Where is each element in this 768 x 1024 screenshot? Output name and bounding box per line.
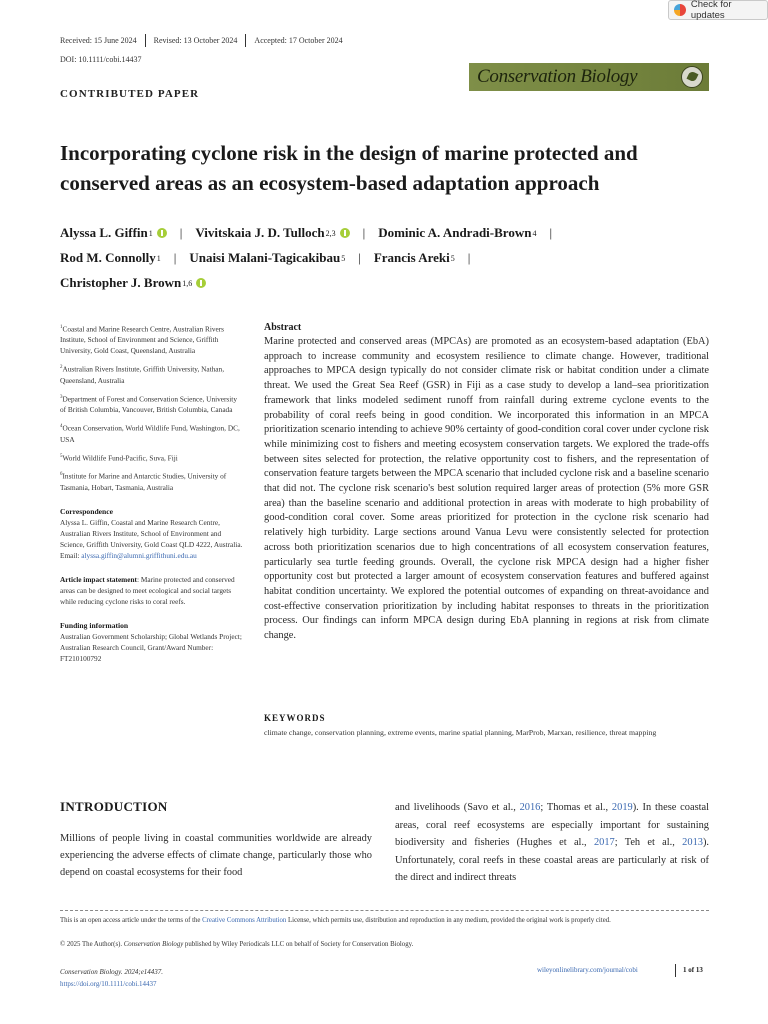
accepted-date: Accepted: 17 October 2024	[254, 36, 343, 45]
keywords-heading: KEYWORDS	[264, 713, 326, 723]
author-line	[60, 225, 565, 241]
text-run: License, which permits use, distribution and reproduction in any medium, provided the original work is properly cited.	[286, 917, 611, 924]
text-run: © 2025 The Author(s).	[60, 941, 124, 948]
page-divider	[675, 964, 676, 977]
text-run: ). Unfortunately, coral reefs in these coastal areas are particularly at risk of the direct and indirect threats	[395, 837, 710, 884]
revised-date: Revised: 13 October 2024	[153, 36, 238, 45]
affiliation-number: 6	[60, 472, 63, 478]
author-separator: |	[173, 250, 177, 265]
author-affiliation: 5	[341, 253, 346, 263]
affiliation-text: Coastal and Marine Research Centre, Australian Rivers Institute, School of Environment and Science, Griffith University, Gold Coast, Queensland, Australia	[60, 324, 224, 356]
author-name[interactable]: Francis Areki	[373, 250, 450, 265]
author-affiliation: 4	[532, 228, 537, 238]
correspondence-heading: Correspondence	[60, 506, 114, 516]
abstract-text: Marine protected and conserved areas (MPCAs) are promoted as an ecosystem-based adaptation (EbA) approach to increase community and ecosystem resilience to climate change. However, traditional approaches to MPCA design typically do not consider climate risk or habitat condition under a climate threat. We used the Great Sea Reef (GSR) in Fiji as a case study to develop a land–sea prioritization framework that links modeled sediment runoff from rainfall during extreme cyclone events to the probability of coral reefs being in good condition. We incorporated this information in an MPCA prioritization scenario intending to achieve 90% certainty of good-condition coral cover under cyclone risk while minimizing cost to fishers and meeting ecosystem conservation targets. We explored the trade-offs between sites selected for protection, the relative opportunity cost to fishers, and the representation of conservation feature targets between the MPCA scenario that included cyclone risk and a baseline scenario that did not. The cyclone risk scenario's best solution required larger areas of protection (5% more GSR area) than the baseline scenario and additional protection in areas with moderate to high probability of good-condition coral cover. Some areas prioritized for protection in the cyclone risk scenario had relatively high turbidity. Large sections around Vanua Levu were consistently selected for protection across both prioritization scenarios due to high concentrations of all ecosystem conservation features, particularly sea turtle feeding grounds. Overall, the cyclone risk MPCA design had a higher fisher opportunity cost but protected a larger amount of ecosystem conservation features and buffered against habitat condition uncertainty. We explored the potential outcomes of expanding on threat-avoidance and cost-effective conservation prioritization by including habitat responses to threats in the prioritization process. Our findings can inform MPCA design during EbA planning in regions at risk from climate change.	[264, 336, 709, 642]
affiliation-text: Australian Rivers Institute, Griffith University, Nathan, Queensland, Australia	[60, 364, 225, 385]
affiliation-text: Institute for Marine and Antarctic Studies, University of Tasmania, Hobart, Tasmania, Australia	[60, 471, 227, 492]
paper-type: CONTRIBUTED PAPER	[60, 88, 200, 100]
sidebar-info	[60, 322, 244, 666]
doi-link[interactable]: https://doi.org/10.1111/cobi.14437	[60, 980, 157, 988]
text-run: published by Wiley Periodicals LLC on behalf of Society for Conservation Biology.	[183, 941, 414, 948]
crossmark-icon	[674, 4, 686, 16]
orcid-icon[interactable]	[340, 228, 350, 238]
text-run: ; Thomas et al.,	[540, 802, 612, 813]
intro-paragraph: Millions of people living in coastal communities worldwide are already experiencing the adverse effects of climate change, particularly those who depend on coastal ecosystems for their food	[60, 833, 372, 878]
affiliation	[60, 322, 244, 356]
page-number: 1 of 13	[683, 966, 703, 974]
date-divider	[145, 34, 146, 47]
correspondence-address: Alyssa L. Giffin, Coastal and Marine Research Centre, Australian Rivers Institute, School of Environment and Science, Griffith University, Gold Coast QLD 4222, Australia.	[60, 517, 243, 549]
text-run: ; Teh et al.,	[614, 837, 683, 849]
funding-heading: Funding information	[60, 620, 129, 630]
orcid-icon[interactable]	[196, 278, 206, 288]
citation-link[interactable]: 2017	[593, 837, 615, 849]
affiliation-text: World Wildlife Fund-Pacific, Suva, Fiji	[62, 453, 178, 463]
affiliation-number: 3	[60, 394, 63, 400]
text-run: This is an open access article under the terms of the	[60, 917, 203, 924]
keywords	[264, 713, 709, 739]
author-separator: |	[467, 250, 471, 265]
abstract	[264, 322, 709, 644]
author-name[interactable]: Unaisi Malani-Tagicakibau	[189, 250, 341, 265]
email-label: Email:	[60, 550, 82, 560]
journal-citation	[60, 966, 163, 990]
journal-logo-icon	[681, 66, 703, 88]
author-name[interactable]: Christopher J. Brown	[60, 275, 182, 290]
impact-text: : Marine protected and conserved areas can be designed to meet ecological and social targets while reducing cyclone risks to coral reefs.	[60, 574, 235, 606]
doi: DOI: 10.1111/cobi.14437	[60, 55, 142, 64]
section-heading: INTRODUCTION	[60, 799, 168, 814]
journal-site-link[interactable]: wileyonlinelibrary.com/journal/cobi	[537, 966, 638, 974]
author-name[interactable]: Alyssa L. Giffin	[60, 225, 148, 240]
correspondence-text	[60, 517, 244, 561]
journal-name: Conservation Biology	[477, 66, 638, 87]
check-for-updates-label: Check for updates	[690, 0, 732, 21]
text-run: ). In these coastal areas, coral reef ecosystems are especially important for sustaining biodiversity and fisheries (Hughes et al.,	[395, 802, 709, 849]
author-affiliation: 1	[156, 253, 161, 263]
author-separator: |	[179, 225, 183, 240]
author-separator: |	[362, 225, 366, 240]
author-separator: |	[549, 225, 553, 240]
affiliation-text: Ocean Conservation, World Wildlife Fund, Washington, DC, USA	[60, 423, 240, 444]
keywords-text: climate change, conservation planning, extreme events, marine spatial planning, MarProb, Marxan, resilience, threat mapping	[264, 728, 657, 737]
funding-text: Australian Government Scholarship; Global Wetlands Project; Australian Research Council, Grant/Award Number: FT210100792	[60, 631, 242, 663]
affiliation	[60, 451, 244, 463]
author-affiliation: 2,3	[325, 228, 336, 238]
citation-link[interactable]: 2016	[519, 802, 541, 813]
affiliation	[60, 362, 244, 385]
author-line	[60, 275, 206, 291]
journal-name: Conservation Biology	[123, 941, 184, 948]
author-name[interactable]: Rod M. Connolly	[60, 250, 156, 265]
intro-paragraph-continued	[395, 799, 709, 887]
email-link[interactable]: alyssa.giffin@alumni.griffithuni.edu.au	[81, 550, 197, 560]
author-affiliation: 1,6	[182, 278, 193, 288]
citation-link[interactable]: 2019	[611, 802, 633, 813]
copyright-notice	[60, 939, 710, 950]
text-run: and livelihoods (Savo et al.,	[395, 802, 520, 813]
journal-banner	[469, 63, 709, 91]
license-notice	[60, 915, 710, 926]
orcid-icon[interactable]	[157, 228, 167, 238]
affiliation-number: 2	[60, 365, 63, 371]
impact-statement	[60, 574, 244, 607]
affiliation-number: 1	[60, 325, 63, 330]
affiliation	[60, 392, 244, 415]
check-for-updates-button[interactable]	[668, 0, 768, 20]
affiliation	[60, 421, 244, 444]
affiliation	[60, 469, 244, 492]
license-link[interactable]: Creative Commons Attribution	[202, 917, 287, 924]
author-separator: |	[358, 250, 361, 265]
citation-link[interactable]: 2013	[682, 837, 703, 849]
author-line	[60, 250, 483, 266]
journal-citation-text: Conservation Biology. 2024;e14437.	[60, 968, 164, 976]
author-affiliation: 5	[450, 253, 455, 263]
abstract-heading: Abstract	[264, 322, 302, 333]
author-name[interactable]: Vivitskaia J. D. Tulloch	[195, 225, 325, 240]
affiliation-number: 5	[60, 453, 63, 459]
author-affiliation: 1	[148, 228, 153, 238]
author-name[interactable]: Dominic A. Andradi-Brown	[378, 225, 532, 240]
publication-dates	[60, 34, 343, 47]
paper-title: Incorporating cyclone risk in the design of marine protected and conserved areas as an ecosystem-based adaptation approach	[60, 141, 638, 195]
footer-divider	[60, 910, 709, 911]
received-date: Received: 15 June 2024	[60, 36, 137, 45]
affiliation-number: 4	[60, 424, 63, 430]
affiliation-text: Department of Forest and Conservation Science, University of British Columbia, Vancouver, British Columbia, Canada	[60, 394, 237, 415]
impact-label: Article impact statement	[60, 574, 137, 584]
date-divider	[245, 34, 246, 47]
